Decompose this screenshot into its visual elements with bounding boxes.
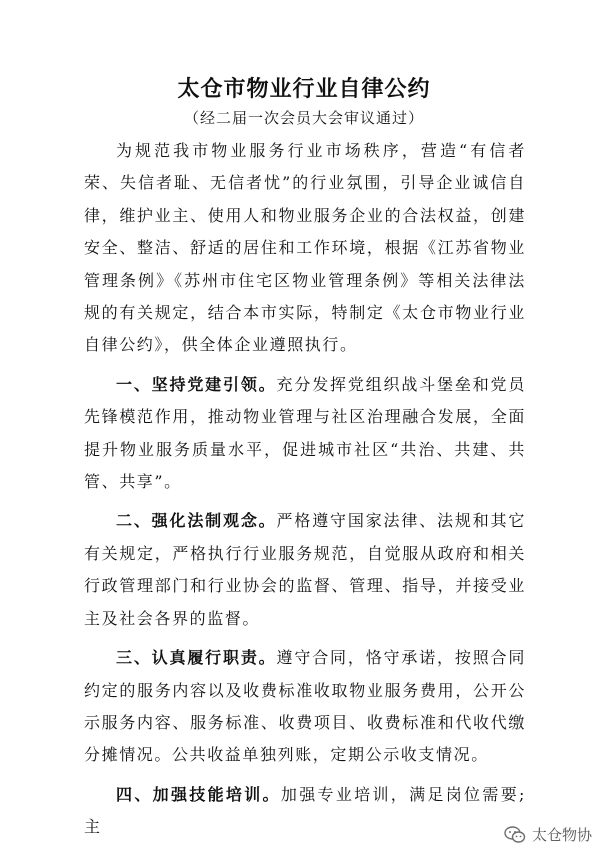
- document-body: [84, 135, 526, 851]
- article-4-text: 加强专业培训，满足岗位需要;主: [84, 784, 527, 837]
- watermark: [504, 824, 592, 845]
- document-subtitle: （经二届一次会员大会审议通过）: [183, 109, 424, 127]
- article-2-heading: 二、强化法制观念。: [116, 511, 277, 531]
- article-2: [84, 505, 526, 635]
- article-1-text: 充分发挥党组织战斗堡垒和党员先锋模范作用，推动物业管理与社区治理融合发展，全面提升物业服务质量水平，促进城市社区“共治、共建、共管、共享”。: [84, 374, 526, 492]
- intro-paragraph: 为规范我市物业服务行业市场秩序，营造“有信者荣、失信者耻、无信者忧”的行业氛围，引导企业诚信自律，维护业主、使用人和物业服务企业的合法权益，创建安全、整洁、舒适的居住和工作环境，根据《江苏省物业管理条例》《苏州市住宅区物业管理条例》等相关法律法规的有关规定，结合本市实际，特制定《太仓市物业行业自律公约》，供全体企业遵照执行。: [84, 141, 526, 355]
- watermark-label: 太仓物协: [531, 826, 592, 844]
- article-3-text: 遵守合同，恪守承诺，按照合同约定的服务内容以及收费标准收取物业服务费用，公开公示服务内容、服务标准、收费项目、收费标准和代收代缴分摊情况。公共收益单独列账，定期公示收支情况。: [84, 648, 526, 765]
- article-3-heading: 三、认真履行职责。: [116, 648, 277, 668]
- document-title: 太仓市物业行业自律公约: [177, 77, 431, 102]
- wechat-icon: [504, 826, 526, 844]
- article-3: [84, 642, 526, 772]
- article-1: [84, 369, 526, 499]
- article-1-heading: 一、坚持党建引领。: [116, 374, 277, 394]
- article-2-text: 严格遵守国家法律、法规和其它有关规定，严格执行行业服务规范，自觉服从政府和相关行政管理部门和行业协会的监督、管理、指导，并接受业主及社会各界的监督。: [84, 511, 526, 628]
- article-4-heading: 四、加强技能培训。: [116, 784, 281, 804]
- article-4: [84, 779, 526, 844]
